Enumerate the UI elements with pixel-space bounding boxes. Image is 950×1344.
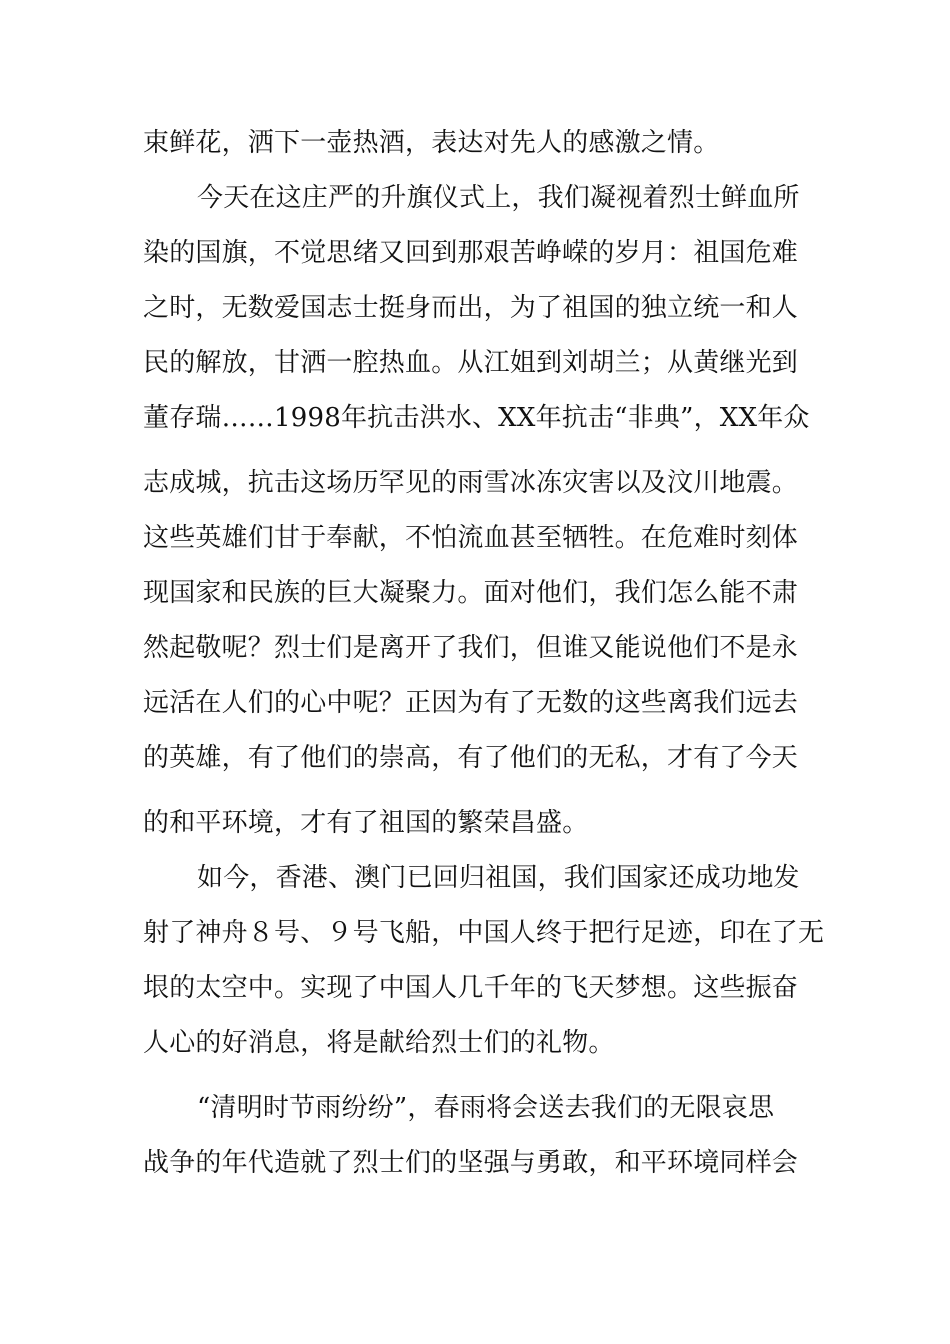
text-line: 然起敬呢？烈士们是离开了我们，但谁又能说他们不是永 (143, 633, 799, 663)
text-line: 人心的好消息，将是献给烈士们的礼物。 (143, 1028, 615, 1058)
text-line: 的和平环境，才有了祖国的繁荣昌盛。 (143, 808, 589, 838)
text-line: 民的解放，甘洒一腔热血。从江姐到刘胡兰；从黄继光到 (143, 348, 799, 378)
text-line: 战争的年代造就了烈士们的坚强与勇敢，和平环境同样会 (143, 1148, 799, 1178)
text-line: 现国家和民族的巨大凝聚力。面对他们，我们怎么能不肃 (143, 578, 799, 608)
text-line: 射了神舟８号、９号飞船，中国人终于把行足迹，印在了无 (143, 918, 825, 948)
text-line: 志成城，抗击这场历罕见的雨雪冰冻灾害以及汶川地震。 (143, 468, 799, 498)
text-line: 垠的太空中。实现了中国人几千年的飞天梦想。这些振奋 (143, 973, 799, 1003)
text-line: 之时，无数爱国志士挺身而出，为了祖国的独立统一和人 (143, 293, 799, 323)
text-line: 的英雄，有了他们的崇高，有了他们的无私，才有了今天 (143, 743, 799, 773)
text-line: 董存瑞……1998年抗击洪水、XX年抗击“非典”，XX年众 (143, 403, 810, 433)
text-line: 远活在人们的心中呢？正因为有了无数的这些离我们远去 (143, 688, 799, 718)
paragraph-start-line: “清明时节雨纷纷”，春雨将会送去我们的无限哀思 (197, 1093, 775, 1123)
paragraph-start-line: 如今，香港、澳门已回归祖国，我们国家还成功地发 (197, 863, 800, 893)
text-line: 染的国旗，不觉思绪又回到那艰苦峥嵘的岁月：祖国危难 (143, 238, 799, 268)
text-line: 这些英雄们甘于奉献，不怕流血甚至牺牲。在危难时刻体 (143, 523, 799, 553)
text-line: 束鲜花，洒下一壶热酒，表达对先人的感激之情。 (143, 128, 720, 158)
paragraph-start-line: 今天在这庄严的升旗仪式上，我们凝视着烈士鲜血所 (197, 183, 800, 213)
